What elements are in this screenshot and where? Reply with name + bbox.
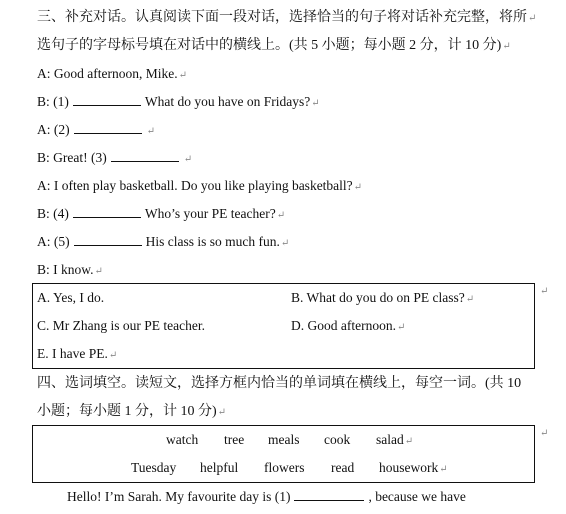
dialogue-line-2: B: (1) What do you have on Fridays?↵: [37, 94, 320, 109]
word-tuesday: Tuesday: [131, 460, 177, 475]
dialogue-line-5: A: I often play basketball. Do you like playing basketball?↵: [37, 178, 363, 193]
section4-heading-line2: 小题；每小题 1 分，计 10 分)↵: [37, 404, 227, 419]
word-salad: salad↵: [376, 432, 414, 447]
paragraph-mark-icon: ↵: [528, 13, 537, 24]
paragraph-mark-icon: ↵: [396, 322, 406, 333]
paragraph-mark-icon: ↵: [439, 464, 448, 475]
paragraph-mark-icon: ↵: [502, 41, 511, 52]
paragraph-mark-icon: ↵: [276, 210, 286, 221]
paragraph-mark-icon: ↵: [280, 238, 290, 249]
word-helpful: helpful: [200, 460, 239, 475]
dialogue-line-6: B: (4) Who’s your PE teacher?↵: [37, 206, 286, 221]
passage-line-1: Hello! I’m Sarah. My favourite day is (1) , because we have: [67, 489, 466, 504]
answer-blank-1[interactable]: [73, 93, 141, 106]
dialogue-line-1: A: Good afternoon, Mike.↵: [37, 66, 187, 81]
word-meals: meals: [268, 432, 300, 447]
paragraph-mark-icon: ↵: [540, 286, 549, 297]
word-watch: watch: [166, 432, 199, 447]
word-cook: cook: [324, 432, 351, 447]
answer-blank-4[interactable]: [73, 205, 141, 218]
word-read: read: [331, 460, 355, 475]
paragraph-mark-icon: ↵: [217, 407, 227, 418]
answer-blank-2[interactable]: [74, 121, 142, 134]
option-d: D. Good afternoon.↵: [291, 318, 406, 333]
paragraph-mark-icon: ↵: [540, 428, 549, 439]
paragraph-mark-icon: ↵: [353, 182, 363, 193]
section3-heading-line2: 选句子的字母标号填在对话中的横线上。(共 5 小题；每小题 2 分，计 10 分)↵: [37, 38, 511, 53]
answer-blank-3[interactable]: [111, 149, 179, 162]
option-e: E. I have PE.↵: [37, 346, 118, 361]
paragraph-mark-icon: ↵: [465, 294, 475, 305]
word-tree: tree: [224, 432, 245, 447]
section3-heading-line1: 三、补充对话。认真阅读下面一段对话，选择恰当的句子将对话补充完整，将所↵: [37, 10, 537, 25]
paragraph-mark-icon: ↵: [94, 266, 103, 277]
paragraph-mark-icon: ↵: [183, 154, 193, 165]
paragraph-mark-icon: ↵: [404, 436, 414, 447]
answer-blank-5[interactable]: [74, 233, 142, 246]
word-flowers: flowers: [264, 460, 305, 475]
paragraph-mark-icon: ↵: [108, 350, 118, 361]
dialogue-line-3: A: (2) ↵: [37, 122, 156, 137]
section4-heading-line1: 四、选词填空。读短文，选择方框内恰当的单词填在横线上，每空一词。(共 10: [37, 376, 522, 391]
paragraph-mark-icon: ↵: [311, 98, 320, 109]
dialogue-line-8: B: I know.↵: [37, 262, 103, 277]
option-b: B. What do you do on PE class?↵: [291, 290, 475, 305]
paragraph-mark-icon: ↵: [146, 126, 156, 137]
word-housework: housework↵: [379, 460, 448, 475]
paragraph-mark-icon: ↵: [178, 70, 187, 81]
dialogue-line-4: B: Great! (3) ↵: [37, 150, 193, 165]
passage-blank-1[interactable]: [294, 488, 364, 501]
option-c: C. Mr Zhang is our PE teacher.: [37, 318, 205, 333]
dialogue-line-7: A: (5) His class is so much fun.↵: [37, 234, 290, 249]
option-a: A. Yes, I do.: [37, 290, 105, 305]
